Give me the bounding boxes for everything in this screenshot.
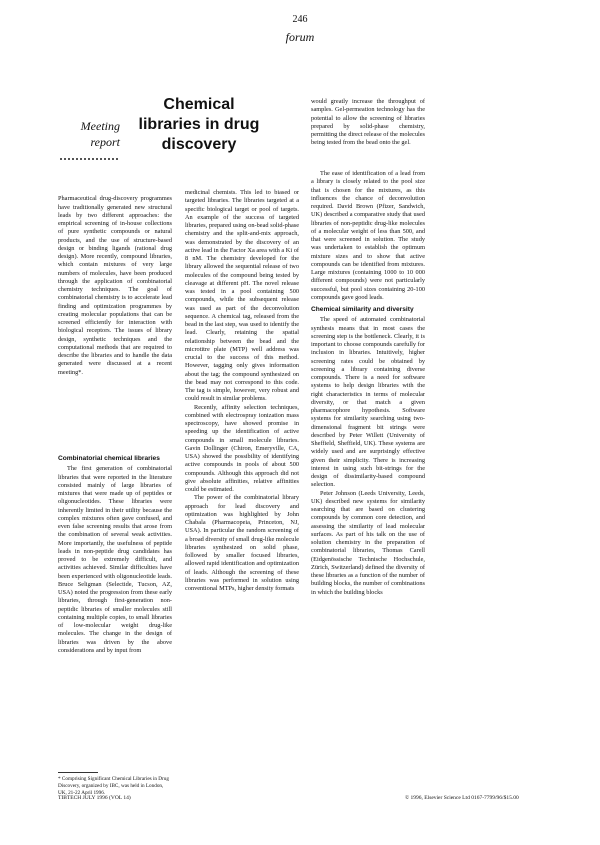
journal-footer: TIBTECH JULY 1996 (VOL 14) — [58, 795, 131, 801]
article-title: Chemical libraries in drug discovery — [138, 96, 260, 153]
copyright-footer: © 1996, Elsevier Science Ltd 0167-7799/96/$15.00 — [405, 795, 519, 801]
lead-text: Pharmaceutical drug-discovery programmes have traditionally generated new structural leads by two different approaches: the empirical screening of in-house collections of pure synthetic compounds or natural products, and the use of structure-based design or binding ligands (rational drug design). More recently, compound libraries, which contain mixtures of very large numbers of molecules, have been produced through the application of combinatorial chemistry techniques. The goal of combinatorial chemistry is to accelerate lead finding and optimization programmes by creating molecular populations that can be screened efficiently for interaction with biological receptors. The issues of library design, synthetic techniques and the computational methods that are required to describe the libraries and to handle the data generated were discussed at a recent meeting*. — [58, 195, 172, 376]
paragraph: Peter Johnson (Leeds University, Leeds, UK) described new systems for similarity searching that are based on clustering compounds by common core detection, and assessing the similarity of lead molecular surfaces. As part of his talk on the use of solution chemistry in the preparation of combinatorial libraries, Thomas Carell (Eidgenössische Technische Hochschule, Zürich, Switzerland) defined the diversity of these libraries as a function of the number of building blocks, the number of combinations in which the building blocks — [311, 489, 425, 596]
column-3-top — [311, 98, 425, 164]
side-label-line-2: report — [90, 135, 120, 149]
meeting-report-label — [56, 118, 120, 150]
section-heading-combinatorial: Combinatorial chemical libraries — [58, 455, 160, 462]
page-number: 246 — [292, 14, 308, 25]
paragraph: would greatly increase the throughput of samples. Gel-permeation technology has the potential to allow the screening of libraries prepared by solid-phase chemistry, permitting the direct release of the molecules being tested from the bead onto the gel. — [311, 98, 425, 147]
paragraph: The power of the combinatorial library approach for lead discovery and optimization was highlighted by John Chabala (Pharmacopeia, Princeton, NJ, USA). In particular the random screening of a broad diversity of small drug-like molecule libraries synthesized on solid phase, followed by smaller focused libraries, allowed rapid identification and optimization of leads. Although the screening of these libraries was performed in solution using conventional MTPs, higher density formats — [185, 494, 299, 592]
lead-paragraph — [58, 189, 172, 445]
footnote-rule — [58, 772, 98, 773]
paragraph: Recently, affinity selection techniques, combined with electrospray ionization mass spectroscopy, have showed promise in speeding up the identification of active compounds in small molecule libraries. Gavin Dollinger (Chiron, Emeryville, CA, USA) showed the possibility of identifying active compounds in pools of about 500 compounds. Although this approach did not give absolute affinities, relative affinities could be estimated. — [185, 403, 299, 493]
paragraph: The speed of automated combinatorial synthesis means that in most cases the screening step is the bottleneck. Clearly, it is important to choose compounds carefully for inclusion in libraries. Intuitively, higher screening rates could be obtained by screening a library containing diverse compounds. There is a need for software systems to help design libraries with the right characteristics in terms of molecular diversity, or that match a given pharmacophore hypothesis. Software systems for similarity searching using two-dimensional fragment bit strings were described by Peter Willett (University of Sheffield, Sheffield, UK). These systems are widely used and are surprisingly effective given their simplicity. There is increasing interest in using such bit-strings for the design of dissimilarity-based compound selection. — [311, 316, 425, 489]
paragraph: The first generation of combinatorial libraries that were reported in the literature consisted mainly of large libraries of mixtures that were made up of peptides or oligonucleotides. These libraries were inherently limited in their utility because the complex mixtures often gave confused, and even false screening results that arose from the combination of several weak activities. More importantly, the usefulness of peptide leads in non-peptide drug candidates has proved to be extremely difficult, and activities achieved. Similar difficulties have been experienced with oligonucleotide leads. Bruce Seligman (Selectide, Tucson, AZ, USA) noted the progression from these early libraries, through first-generation non-peptidic libraries of smaller molecules still containing multiple copies, to small libraries of low-molecular weight drug-like molecules. The change in the design of libraries was driven by the above considerations and by input from — [58, 465, 172, 654]
column-3 — [311, 170, 425, 787]
section-heading-similarity: Chemical similarity and diversity — [311, 306, 414, 313]
paragraph: medicinal chemists. This led to biased or targeted libraries. The libraries targeted at a specific biological target or pool of targets. An example of the success of targeted libraries, prepared using on-bead solid-phase chemistry and the split-and-mix approach, was demonstrated by the discovery of an active lead in the Factor Xa area with a Ki of 8 nM. The chemistry developed for the library allowed the sequential release of two molecules of the compound being tested by cleavage at different pH. The novel release was tested in a pool containing 500 compounds, while the subsequent release was used as part of the deconvolution sequence. A chemical tag, released from the bead in the last step, was used to identify the lead. Clearly, retaining the spatial relationship between the bead and the microtitre plate (MTP) well address was crucial to the success of this method. However, tagging only gives information about the tag; the compound synthesized on the bead may not correspond to this code. The tag is simple, however, very robust and could result in similar problems. — [185, 189, 299, 403]
column-2 — [185, 189, 299, 787]
dotted-rule — [60, 158, 118, 160]
section-label: forum — [285, 30, 315, 44]
paragraph: The ease of identification of a lead from a library is closely related to the pool size that is chosen for the mixtures, as this influences the chance of deconvolution required. David Brown (Pfizer, Sandwich, UK) described a comparative study that used libraries of non-peptidic drug-like molecules of a molecular weight of less than 500, and that were screened in solution. The study was undertaken to establish the optimum mixture sizes and to show that active compounds can be identified from mixtures. Large mixtures (containing 1000 to 10 000 different compounds) were not particularly successful, but pool sizes containing 20-100 compounds gave good leads. — [311, 170, 425, 301]
column-1 — [58, 451, 172, 767]
side-label-line-1: Meeting — [80, 119, 120, 133]
footnote: * Comprising Significant Chemical Libraries in Drug Discovery, organized by IBC, was held in London, UK, 21-22 April 1996. — [58, 776, 169, 796]
